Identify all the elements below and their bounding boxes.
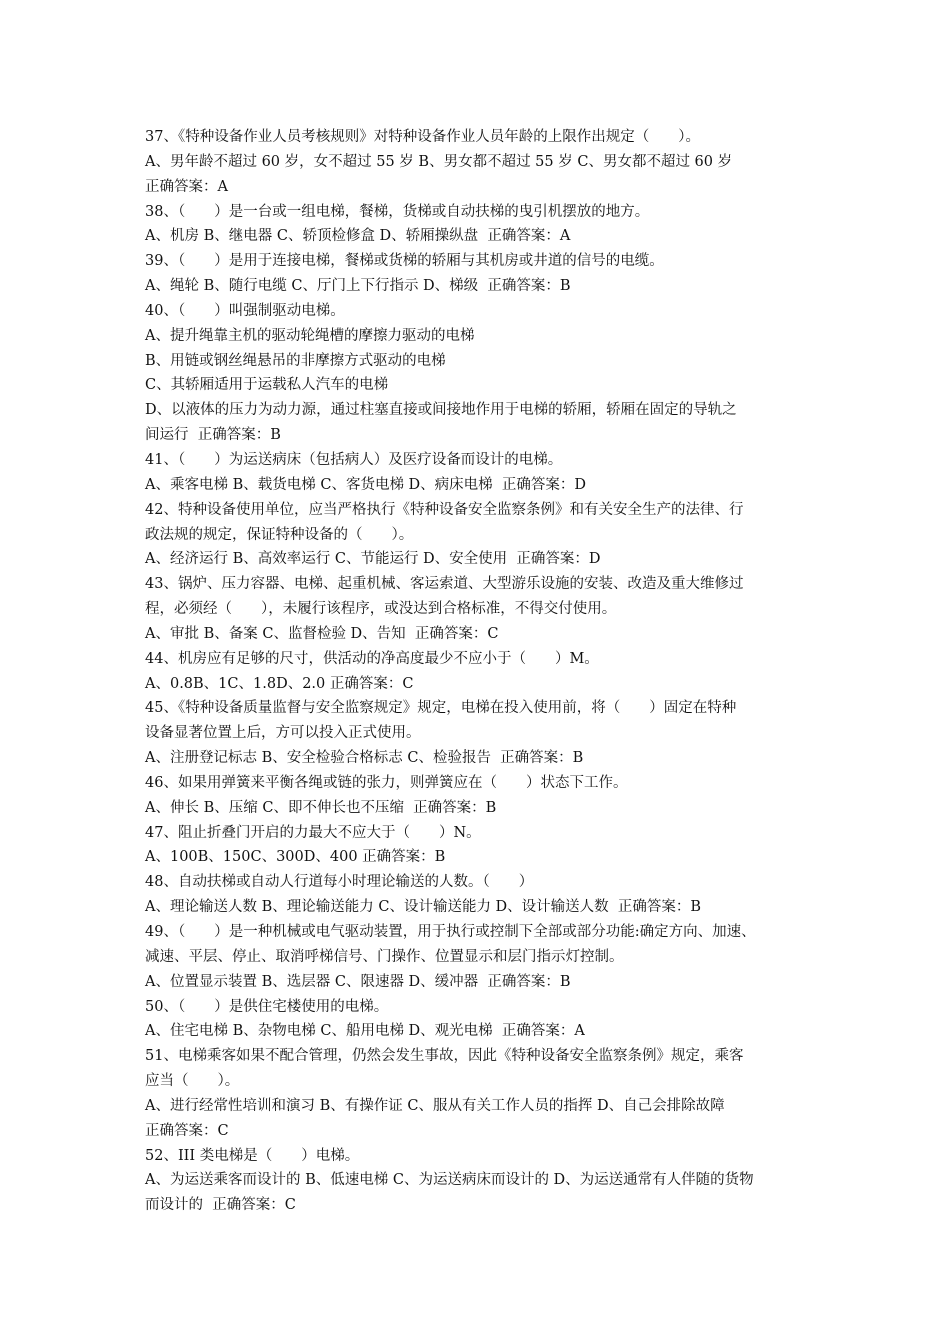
text-line: A、经济运行 B、高效率运行 C、节能运行 D、安全使用 正确答案：D <box>145 551 601 568</box>
text-line: 43、锅炉、压力容器、电梯、起重机械、客运索道、大型游乐设施的安装、改造及重大维修过 <box>145 576 744 593</box>
text-line: 减速、平层、停止、取消呼梯信号、门操作、位置显示和层门指示灯控制。 <box>145 948 624 965</box>
text-line: 38、（ ）是一台或一组电梯，餐梯，货梯或自动扶梯的曳引机摆放的地方。 <box>145 203 650 220</box>
text-line: 42、特种设备使用单位，应当严格执行《特种设备安全监察条例》和有关安全生产的法律、行 <box>145 501 744 518</box>
text-line: A、100B、150C、300D、400 正确答案：B <box>145 849 446 866</box>
text-line: A、0.8B、1C、1.8D、2.0 正确答案：C <box>145 675 414 692</box>
text-line: A、住宅电梯 B、杂物电梯 C、船用电梯 D、观光电梯 正确答案：A <box>145 1023 585 1040</box>
text-line: 52、III 类电梯是（ ）电梯。 <box>145 1147 360 1164</box>
text-line: D、以液体的压力为动力源，通过柱塞直接或间接地作用于电梯的轿厢，轿厢在固定的导轨之 <box>145 402 737 419</box>
text-line: A、伸长 B、压缩 C、即不伸长也不压缩 正确答案：B <box>145 799 497 816</box>
text-line: A、绳轮 B、随行电缆 C、厅门上下行指示 D、梯级 正确答案：B <box>145 278 571 295</box>
text-line: 40、（ ）叫强制驱动电梯。 <box>145 302 345 319</box>
text-line: 45、《特种设备质量监督与安全监察规定》规定，电梯在投入使用前，将（ ）固定在特种 <box>145 700 737 717</box>
text-line: 39、（ ）是用于连接电梯，餐梯或货梯的轿厢与其机房或井道的信号的电缆。 <box>145 253 664 270</box>
text-line: A、提升绳靠主机的驱动轮绳槽的摩擦力驱动的电梯 <box>145 327 475 344</box>
text-line: A、机房 B、继电器 C、轿顶检修盒 D、轿厢操纵盘 正确答案：A <box>145 228 571 245</box>
text-line: 政法规的规定，保证特种设备的（ ）。 <box>145 526 414 543</box>
text-line: 程，必须经（ ），未履行该程序，或没达到合格标准，不得交付使用。 <box>145 601 617 618</box>
text-line: C、其轿厢适用于运载私人汽车的电梯 <box>145 377 389 394</box>
text-line: 46、如果用弹簧来平衡各绳或链的张力，则弹簧应在（ ）状态下工作。 <box>145 774 628 791</box>
text-line: A、审批 B、备案 C、监督检验 D、告知 正确答案：C <box>145 625 499 642</box>
text-line: 间运行 正确答案：B <box>145 427 281 444</box>
document-page <box>145 125 835 1218</box>
text-line: 47、阻止折叠门开启的力最大不应大于（ ）N。 <box>145 824 481 841</box>
text-line: A、进行经常性培训和演习 B、有操作证 C、服从有关工作人员的指挥 D、自己会排除故障 <box>145 1097 725 1114</box>
text-line: 44、机房应有足够的尺寸，供活动的净高度最少不应小于（ ）M。 <box>145 650 599 667</box>
text-line: 设备显著位置上后，方可以投入正式使用。 <box>145 725 421 742</box>
text-line: A、乘客电梯 B、载货电梯 C、客货电梯 D、病床电梯 正确答案：D <box>145 476 587 493</box>
text-line: A、位置显示装置 B、选层器 C、限速器 D、缓冲器 正确答案：B <box>145 973 571 990</box>
text-line: 而设计的 正确答案：C <box>145 1197 296 1214</box>
text-line: 正确答案：C <box>145 1122 229 1139</box>
text-line: 正确答案：A <box>145 178 228 195</box>
text-line: A、男年龄不超过 60 岁，女不超过 55 岁 B、男女都不超过 55 岁 C、男女都不超过 60 岁 <box>145 153 733 170</box>
text-line: 49、（ ）是一种机械或电气驱动装置，用于执行或控制下全部或部分功能:确定方向、加速、 <box>145 924 756 940</box>
text-line: 应当（ ）。 <box>145 1073 240 1090</box>
text-line: 41、（ ）为运送病床（包括病人）及医疗设备而设计的电梯。 <box>145 451 563 468</box>
text-line: A、理论输送人数 B、理论输送能力 C、设计输送能力 D、设计输送人数 正确答案：B <box>145 899 702 916</box>
text-line: 37、《特种设备作业人员考核规则》对特种设备作业人员年龄的上限作出规定（ ）。 <box>145 129 700 145</box>
text-line: A、为运送乘客而设计的 B、低速电梯 C、为运送病床而设计的 D、为运送通常有人伴随的货物 <box>145 1172 754 1189</box>
text-line: A、注册登记标志 B、安全检验合格标志 C、检验报告 正确答案：B <box>145 750 584 767</box>
text-line: B、用链或钢丝绳悬吊的非摩擦方式驱动的电梯 <box>145 352 446 369</box>
text-line: 50、（ ）是供住宅楼使用的电梯。 <box>145 998 389 1015</box>
text-line: 51、电梯乘客如果不配合管理，仍然会发生事故，因此《特种设备安全监察条例》规定，乘客 <box>145 1048 744 1065</box>
text-line: 48、自动扶梯或自动人行道每小时理论输送的人数。（ ） <box>145 874 534 891</box>
